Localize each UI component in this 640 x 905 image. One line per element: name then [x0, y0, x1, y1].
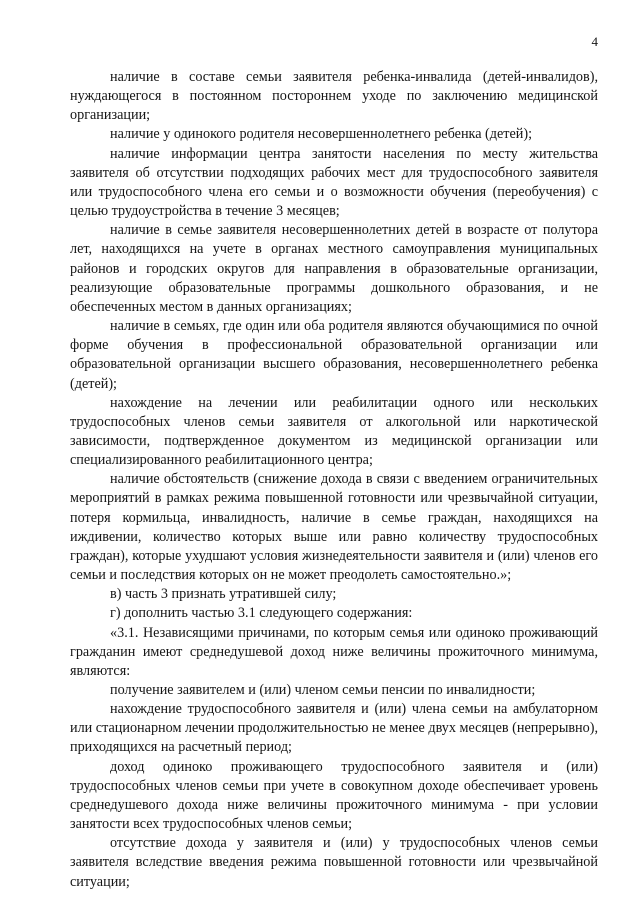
paragraph: отсутствие дохода у заявителя и (или) у трудоспособных членов семьи заявителя вследствие введения режима повышенной готовности или чрезвычайной ситуации;: [70, 835, 598, 890]
page-number: 4: [591, 34, 598, 49]
paragraph: в) часть 3 признать утратившей силу;: [110, 586, 337, 603]
paragraph: нахождение на лечении или реабилитации одного или нескольких трудоспособных членов семьи заявителя от алкогольной или наркотической зависимости, подтвержденное документом из медицинской организации или специализированного реабилитационного центра;: [70, 394, 598, 469]
document-body: [70, 68, 598, 892]
paragraph: нахождение трудоспособного заявителя и (или) члена семьи на амбулаторном или стационарном лечении продолжительностью не менее двух месяцев (непрерывно), приходящихся на расчетный период;: [70, 701, 599, 756]
paragraph: наличие в семье заявителя несовершеннолетних детей в возрасте от полутора лет, находящихся на учете в органах местного самоуправления муниципальных районов и городских округов для направления в образовательные организации, реализующие образовательные программы дошкольного образования, и не обеспеченных местом в данных организациях;: [70, 222, 598, 315]
paragraph: г) дополнить частью 3.1 следующего содержания:: [110, 605, 413, 622]
paragraph: наличие в составе семьи заявителя ребенка-инвалида (детей-инвалидов), нуждающегося в постоянном постороннем уходе по заключению медицинской организации;: [70, 69, 598, 124]
paragraph: наличие в семьях, где один или оба родителя являются обучающимися по очной форме обучения в профессиональной образовательной организации или образовательной организации высшего образования, несовершеннолетнего ребенка (детей);: [70, 318, 598, 392]
paragraph: доход одиноко проживающего трудоспособного заявителя и (или) трудоспособных членов семьи при учете в совокупном доходе обеспечивает уровень среднедушевого дохода ниже величины прожиточного минимума - при условии занятости всех трудоспособных членов семьи;: [70, 758, 598, 833]
paragraph: наличие у одинокого родителя несовершеннолетнего ребенка (детей);: [110, 126, 533, 143]
paragraph: наличие обстоятельств (снижение дохода в связи с введением ограничительных мероприятий в рамках режима повышенной готовности или чрезвычайной ситуации, потеря кормильца, инвалидность, наличие в семье граждан, находящихся на иждивении, количество которых выше или равно количеству трудоспособных граждан), которые ухудшают условия жизнедеятельности заявителя и (или) членов его семьи и последствия которых он не может преодолеть самостоятельно.»;: [70, 471, 598, 584]
paragraph: получение заявителем и (или) членом семьи пенсии по инвалидности;: [110, 682, 536, 698]
paragraph: «3.1. Независящими причинами, по которым семья или одиноко проживающий гражданин имеют среднедушевой доход ниже величины прожиточного минимума, являются:: [70, 624, 598, 679]
paragraph: наличие информации центра занятости населения по месту жительства заявителя об отсутствии подходящих рабочих мест для трудоспособного заявителя или трудоспособного члена его семьи и о возможности обучения (переобучения) с целью трудоустройства в течение 3 месяцев;: [70, 145, 598, 220]
